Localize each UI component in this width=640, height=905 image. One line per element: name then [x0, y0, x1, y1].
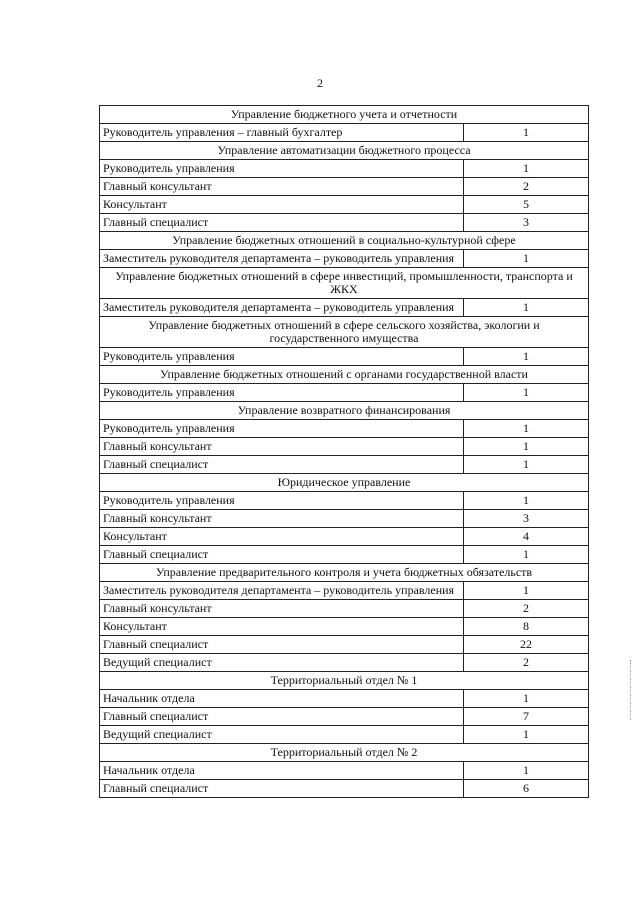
- section-title: Территориальный отдел № 1: [100, 672, 589, 690]
- position-cell: Руководитель управления: [100, 420, 464, 438]
- table-row: [100, 124, 589, 142]
- section-header-row: [100, 474, 589, 492]
- count-cell: 1: [464, 160, 589, 178]
- count-cell: 3: [464, 510, 589, 528]
- page-number: 2: [317, 76, 323, 90]
- table-row: [100, 420, 589, 438]
- section-title: Управление бюджетных отношений с органами государственной власти: [100, 366, 589, 384]
- section-header-row: [100, 317, 589, 348]
- section-title: Юридическое управление: [100, 474, 589, 492]
- count-cell: 1: [464, 250, 589, 268]
- count-cell: 1: [464, 726, 589, 744]
- table-row: [100, 582, 589, 600]
- position-cell: Консультант: [100, 618, 464, 636]
- position-cell: Главный консультант: [100, 438, 464, 456]
- count-cell: 2: [464, 178, 589, 196]
- table-row: [100, 492, 589, 510]
- count-cell: 4: [464, 528, 589, 546]
- count-cell: 1: [464, 348, 589, 366]
- section-header-row: [100, 106, 589, 124]
- section-header-row: [100, 268, 589, 299]
- position-cell: Руководитель управления: [100, 492, 464, 510]
- count-cell: 1: [464, 690, 589, 708]
- position-cell: Главный консультант: [100, 510, 464, 528]
- count-cell: 1: [464, 438, 589, 456]
- count-cell: 7: [464, 708, 589, 726]
- position-cell: Главный специалист: [100, 708, 464, 726]
- table-row: [100, 438, 589, 456]
- section-header-row: [100, 142, 589, 160]
- section-title: Управление возвратного финансирования: [100, 402, 589, 420]
- count-cell: 2: [464, 600, 589, 618]
- count-cell: 8: [464, 618, 589, 636]
- table-row: [100, 618, 589, 636]
- table-row: [100, 299, 589, 317]
- count-cell: 2: [464, 654, 589, 672]
- count-cell: 22: [464, 636, 589, 654]
- scan-artifact: [630, 660, 634, 720]
- table-row: [100, 196, 589, 214]
- section-header-row: [100, 744, 589, 762]
- count-cell: 1: [464, 299, 589, 317]
- position-cell: Консультант: [100, 196, 464, 214]
- position-cell: Главный специалист: [100, 780, 464, 798]
- section-title: Управление бюджетных отношений в сфере инвестиций, промышленности, транспорта и ЖКХ: [100, 268, 589, 299]
- count-cell: 1: [464, 762, 589, 780]
- table-row: [100, 708, 589, 726]
- table-row: [100, 636, 589, 654]
- table-row: [100, 510, 589, 528]
- table-row: [100, 160, 589, 178]
- section-header-row: [100, 232, 589, 250]
- position-cell: Главный консультант: [100, 600, 464, 618]
- count-cell: 1: [464, 420, 589, 438]
- section-title: Управление бюджетных отношений в сфере сельского хозяйства, экологии и государственного имущества: [100, 317, 589, 348]
- count-cell: 1: [464, 582, 589, 600]
- position-cell: Главный специалист: [100, 456, 464, 474]
- table-row: [100, 214, 589, 232]
- section-title: Управление бюджетных отношений в социально-культурной сфере: [100, 232, 589, 250]
- position-cell: Руководитель управления: [100, 160, 464, 178]
- table-row: [100, 600, 589, 618]
- position-cell: Начальник отдела: [100, 762, 464, 780]
- table-row: [100, 250, 589, 268]
- position-cell: Руководитель управления – главный бухгалтер: [100, 124, 464, 142]
- table-row: [100, 726, 589, 744]
- section-header-row: [100, 402, 589, 420]
- table-row: [100, 690, 589, 708]
- position-cell: Ведущий специалист: [100, 726, 464, 744]
- count-cell: 3: [464, 214, 589, 232]
- position-cell: Консультант: [100, 528, 464, 546]
- position-cell: Главный консультант: [100, 178, 464, 196]
- table-row: [100, 456, 589, 474]
- count-cell: 1: [464, 546, 589, 564]
- section-title: Территориальный отдел № 2: [100, 744, 589, 762]
- section-title: Управление автоматизации бюджетного процесса: [100, 142, 589, 160]
- count-cell: 6: [464, 780, 589, 798]
- position-cell: Начальник отдела: [100, 690, 464, 708]
- count-cell: 1: [464, 124, 589, 142]
- section-header-row: [100, 564, 589, 582]
- count-cell: 1: [464, 384, 589, 402]
- table-row: [100, 780, 589, 798]
- position-cell: Заместитель руководителя департамента – руководитель управления: [100, 299, 464, 317]
- table-row: [100, 546, 589, 564]
- count-cell: 5: [464, 196, 589, 214]
- count-cell: 1: [464, 456, 589, 474]
- table-row: [100, 762, 589, 780]
- table-row: [100, 654, 589, 672]
- table-row: [100, 384, 589, 402]
- position-cell: Ведущий специалист: [100, 654, 464, 672]
- position-cell: Заместитель руководителя департамента – руководитель управления: [100, 250, 464, 268]
- position-cell: Главный специалист: [100, 546, 464, 564]
- table-row: [100, 348, 589, 366]
- section-title: Управление предварительного контроля и учета бюджетных обязательств: [100, 564, 589, 582]
- section-header-row: [100, 672, 589, 690]
- position-cell: Руководитель управления: [100, 348, 464, 366]
- count-cell: 1: [464, 492, 589, 510]
- position-cell: Заместитель руководителя департамента – руководитель управления: [100, 582, 464, 600]
- position-cell: Главный специалист: [100, 214, 464, 232]
- section-title: Управление бюджетного учета и отчетности: [100, 106, 589, 124]
- staffing-table: [99, 105, 589, 798]
- table-row: [100, 528, 589, 546]
- position-cell: Руководитель управления: [100, 384, 464, 402]
- section-header-row: [100, 366, 589, 384]
- position-cell: Главный специалист: [100, 636, 464, 654]
- table-row: [100, 178, 589, 196]
